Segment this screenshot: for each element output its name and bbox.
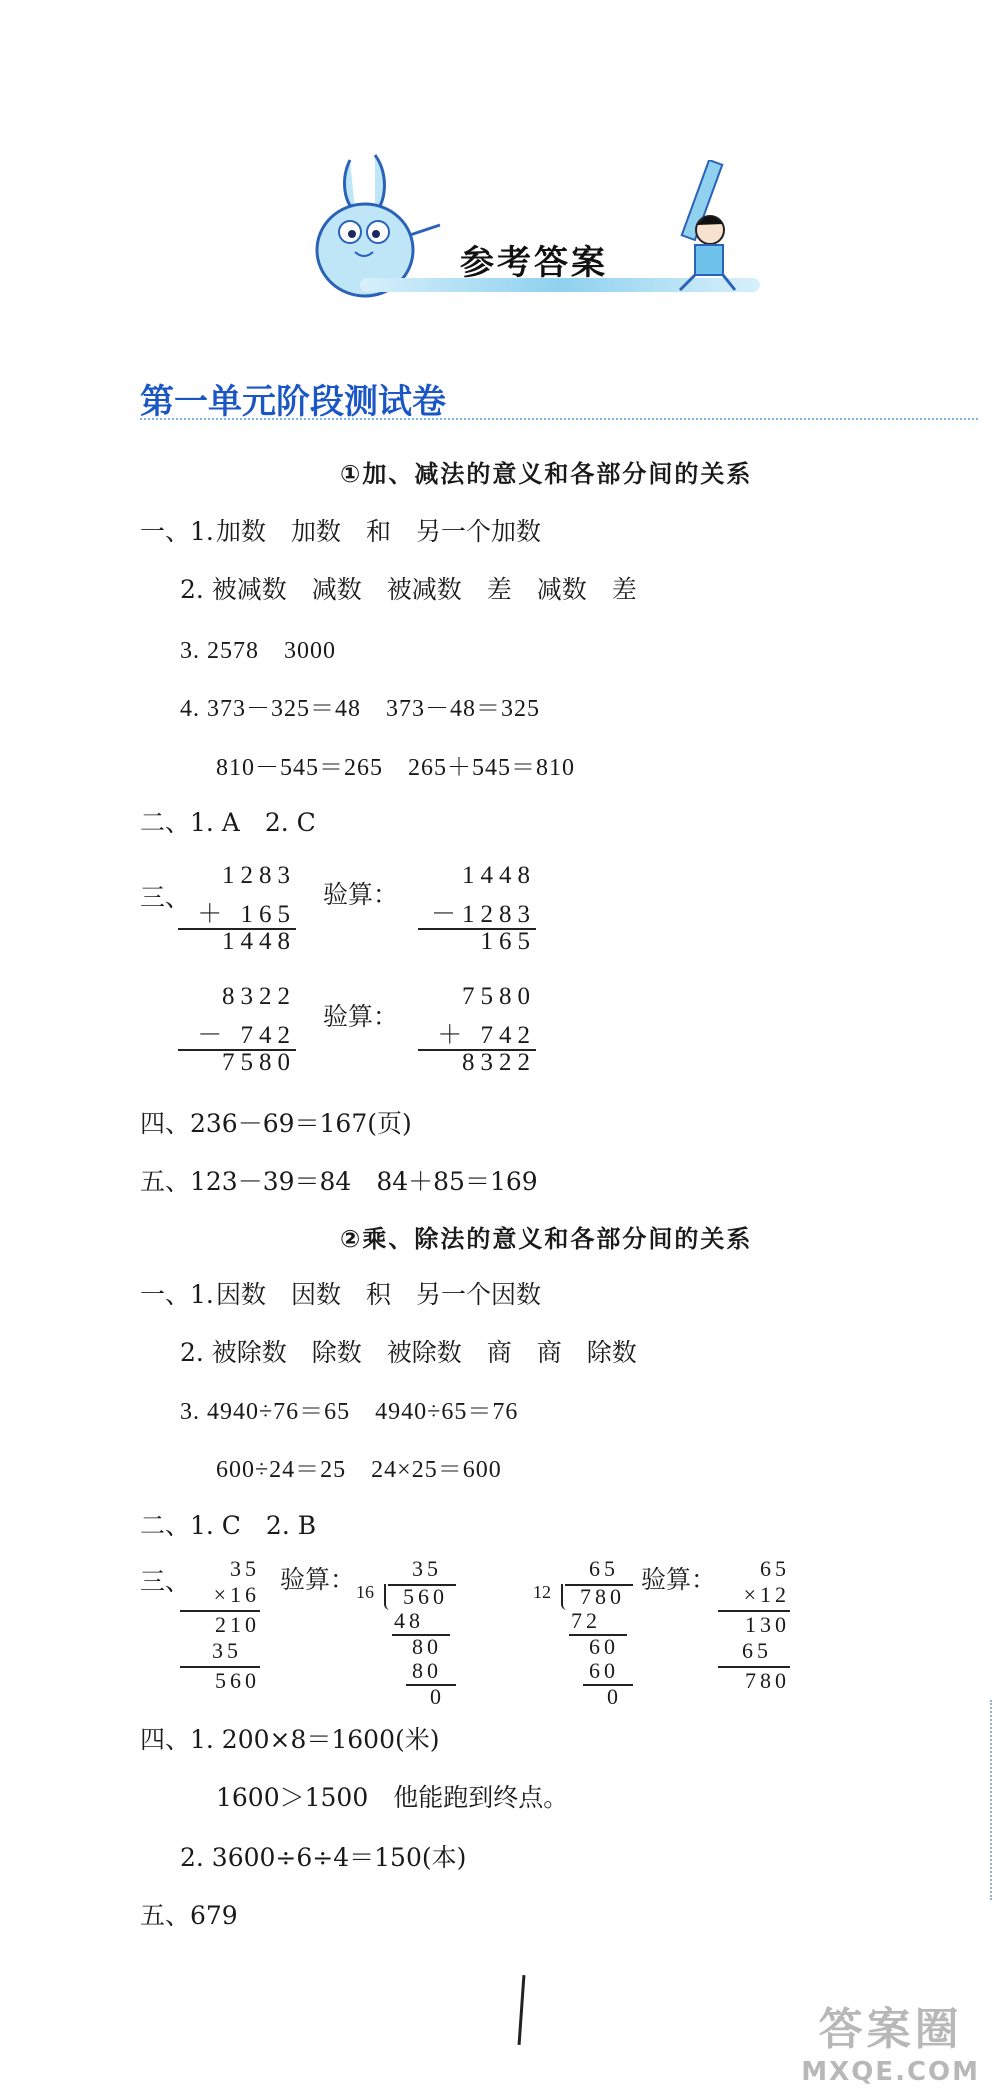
vcol-row: 35 <box>212 1638 242 1663</box>
vcol-row: 7580 <box>462 983 536 1010</box>
vcol-row: ×12 <box>743 1582 790 1607</box>
watermark <box>801 1993 980 2087</box>
p2-div-a <box>356 1556 456 1709</box>
step: 60 <box>589 1658 619 1683</box>
p2-q4-line1: 四、1. 200×8＝1600(米) <box>140 1725 440 1754</box>
step: 80 <box>412 1658 442 1683</box>
vcol-row: － 742 <box>197 1022 296 1049</box>
vcol-row: 65 <box>742 1638 772 1663</box>
remainder: 0 <box>607 1684 622 1709</box>
divisor: 16 <box>356 1582 374 1602</box>
p1-q1-line5: 810－545＝265 265＋545＝810 <box>216 755 575 781</box>
vcol-row: 130 <box>745 1612 790 1637</box>
p2-q3-label: 三、 <box>140 1567 191 1596</box>
stray-mark <box>518 1975 526 2045</box>
vcol-row: 35 <box>230 1556 260 1581</box>
vcol-row: 65 <box>760 1556 790 1581</box>
vcol-row: 1283 <box>222 862 296 889</box>
p1-q4: 四、236－69＝167(页) <box>140 1109 412 1138</box>
vcol-row: ＋ 742 <box>437 1022 536 1049</box>
p1-q5: 五、123－39＝84 84＋85＝169 <box>140 1167 538 1196</box>
p2-q1-line4: 600÷24＝25 24×25＝600 <box>216 1457 502 1483</box>
step: 60 <box>589 1634 619 1659</box>
section-divider <box>140 418 978 420</box>
p1-q1-line1: 加数 加数 和 另一个加数 <box>216 517 542 546</box>
dividend: 780 <box>580 1584 625 1609</box>
step: 80 <box>412 1634 442 1659</box>
p1-check-label-1: 验算： <box>323 880 399 909</box>
p2-q2: 二、1. C 2. B <box>140 1511 317 1540</box>
divisor: 12 <box>533 1582 551 1602</box>
division-bracket <box>561 1584 569 1610</box>
banner-title: 参考答案 <box>460 243 608 283</box>
boy-mascot-icon <box>655 160 745 300</box>
vcol-row: 1448 <box>462 862 536 889</box>
p2-q1-line1: 因数 因数 积 另一个因数 <box>216 1280 542 1309</box>
remainder: 0 <box>430 1684 445 1709</box>
watermark-line2: MXQE.COM <box>801 2057 980 2087</box>
step: 48 <box>394 1608 424 1633</box>
p2-check-label-2: 验算： <box>641 1565 717 1594</box>
p2-q5: 五、679 <box>140 1901 238 1930</box>
vcol-row: ×16 <box>213 1582 260 1607</box>
p1-q1-line4: 4. 373－325＝48 373－48＝325 <box>180 696 540 722</box>
p2-q1-line2: 2. 被除数 除数 被除数 商 商 除数 <box>180 1338 637 1367</box>
watermark-line1: 答案圈 <box>818 2004 963 2055</box>
header-banner <box>300 150 760 310</box>
p1-check-label-2: 验算： <box>323 1002 399 1031</box>
p2-check-label-1: 验算： <box>280 1565 356 1594</box>
p1-q1-line2: 2. 被减数 减数 被减数 差 减数 差 <box>180 575 637 604</box>
vcol-row: 210 <box>215 1612 260 1637</box>
vcol-row: ＋ 165 <box>197 901 296 928</box>
vcol-row: 8322 <box>222 983 296 1010</box>
p1-q1-label: 一、1. <box>140 517 214 546</box>
p1-q1-line3: 3. 2578 3000 <box>180 638 336 664</box>
vcol-row: －1283 <box>430 901 536 928</box>
p2-q4-line2: 1600＞1500 他能跑到终点。 <box>216 1783 569 1812</box>
step: 72 <box>571 1608 601 1633</box>
part1-title: ①加、减法的意义和各部分间的关系 <box>340 460 753 488</box>
vcol-row: 780 <box>745 1668 790 1693</box>
p2-q1-label: 一、1. <box>140 1280 214 1309</box>
division-bracket <box>384 1584 392 1610</box>
p2-q4-line3: 2. 3600÷6÷4＝150(本) <box>180 1843 467 1872</box>
quotient: 65 <box>589 1556 619 1581</box>
p1-q3-label: 三、 <box>140 883 191 912</box>
part2-title: ②乘、除法的意义和各部分间的关系 <box>340 1225 753 1253</box>
p2-div-b <box>533 1556 633 1709</box>
vcol-row: 165 <box>480 928 536 955</box>
section-title: 第一单元阶段测试卷 <box>140 382 446 422</box>
quotient: 35 <box>412 1556 442 1581</box>
vcol-row: 7580 <box>222 1049 296 1076</box>
p2-q1-line3: 3. 4940÷76＝65 4940÷65＝76 <box>180 1399 519 1425</box>
edge-dots <box>990 1700 992 1900</box>
vcol-row: 8322 <box>462 1049 536 1076</box>
dividend: 560 <box>403 1584 448 1609</box>
p1-q2: 二、1. A 2. C <box>140 808 316 837</box>
vcol-row: 560 <box>215 1668 260 1693</box>
vcol-row: 1448 <box>222 928 296 955</box>
